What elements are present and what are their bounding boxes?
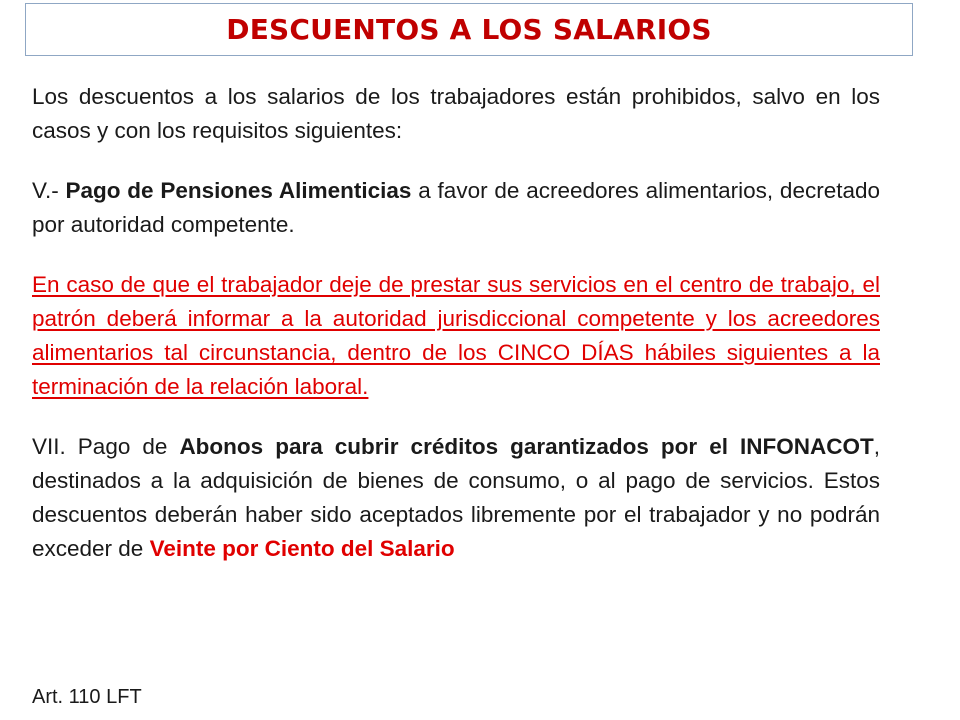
section-v-rest: a favor de acreedores alimentarios, decretado por autoridad competente. (32, 178, 881, 237)
section-vii-bold: Abonos para cubrir créditos garantizados por el INFONACOT (179, 434, 874, 459)
section-vii-limit: Veinte por Ciento del Salario (149, 536, 455, 561)
intro-paragraph: Los descuentos a los salarios de los trabajadores están prohibidos, salvo en los casos y con los requisitos siguientes: (32, 84, 880, 143)
article-reference: Art. 110 LFT (32, 686, 142, 708)
section-v-paragraph (32, 174, 880, 242)
slide-title: DESCUENTOS A LOS SALARIOS (226, 13, 712, 46)
notice-text: En caso de que el trabajador deje de prestar sus servicios en el centro de trabajo, el patrón deberá informar a la autoridad jurisdiccional competente y los acreedores alimentarios tal circunstancia, dentro de los CINCO DÍAS hábiles siguientes a la terminación de la relación laboral. (32, 272, 880, 399)
slide-content (32, 80, 880, 566)
section-v-prefix: V.- (32, 178, 66, 203)
section-vii-prefix: VII. Pago de (32, 434, 180, 459)
notice-paragraph (32, 268, 880, 404)
section-v-bold: Pago de Pensiones Alimenticias (65, 178, 412, 203)
title-box (25, 3, 913, 56)
section-vii-rest: , destinados a la adquisición de bienes de consumo, o al pago de servicios. Estos descuentos deberán haber sido aceptados libremente por el trabajador y no podrán exceder de (32, 434, 881, 561)
section-vii-paragraph (32, 430, 880, 566)
